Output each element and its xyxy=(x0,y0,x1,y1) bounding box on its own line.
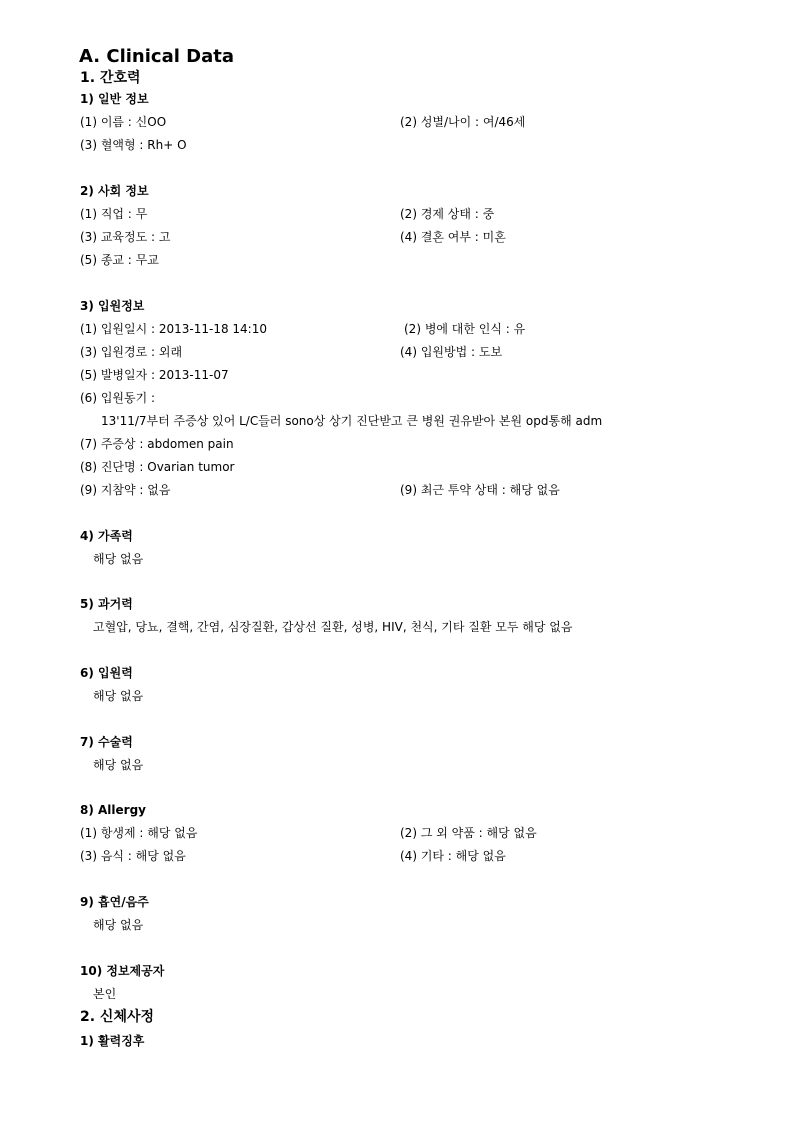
past-history-text: 고혈압, 당뇨, 결핵, 간염, 심장질환, 갑상선 질환, 성병, HIV, 천식, 기타 질환 모두 해당 없음 xyxy=(93,620,573,634)
allergy-antibiotic-field: (1) 항생제 : 해당 없음 xyxy=(80,826,198,840)
allergy-food-field: (3) 음식 : 해당 없음 xyxy=(80,849,186,863)
social-info-heading: 2) 사회 정보 xyxy=(80,184,149,198)
diagnosis-field: (8) 진단명 : Ovarian tumor xyxy=(80,460,235,474)
page-title: A. Clinical Data xyxy=(79,46,234,67)
hospitalization-history-heading: 6) 입원력 xyxy=(80,666,133,680)
allergy-other-drug-field: (2) 그 외 약품 : 해당 없음 xyxy=(400,826,537,840)
sex-age-field: (2) 성별/나이 : 여/46세 xyxy=(400,115,526,129)
smoking-drinking-text: 해당 없음 xyxy=(93,918,144,932)
informant-text: 본인 xyxy=(93,987,117,1001)
admission-motive-text: 13'11/7부터 주증상 있어 L/C들러 sono상 상기 진단받고 큰 병원 권유받아 본원 opd통해 adm xyxy=(101,414,603,428)
surgery-history-heading: 7) 수술력 xyxy=(80,735,133,749)
informant-heading: 10) 정보제공자 xyxy=(80,964,165,978)
medication-field: (9) 지참약 : 없음 xyxy=(80,483,171,497)
religion-field: (5) 종교 : 무교 xyxy=(80,253,159,267)
smoking-drinking-heading: 9) 흡연/음주 xyxy=(80,895,149,909)
job-field: (1) 직업 : 무 xyxy=(80,207,148,221)
economy-field: (2) 경제 상태 : 중 xyxy=(400,207,495,221)
allergy-etc-field: (4) 기타 : 해당 없음 xyxy=(400,849,506,863)
general-info-heading: 1) 일반 정보 xyxy=(80,92,149,106)
education-field: (3) 교육정도 : 고 xyxy=(80,230,171,244)
surgery-history-text: 해당 없음 xyxy=(93,758,144,772)
allergy-heading: 8) Allergy xyxy=(80,803,146,817)
admission-route-field: (3) 입원경로 : 외래 xyxy=(80,345,183,359)
marriage-field: (4) 결혼 여부 : 미혼 xyxy=(400,230,506,244)
family-history-heading: 4) 가족력 xyxy=(80,529,133,543)
section-2-heading: 2. 신체사정 xyxy=(80,1009,155,1025)
past-history-heading: 5) 과거력 xyxy=(80,597,133,611)
blood-type-field: (3) 혈액형 : Rh+ O xyxy=(80,138,187,152)
admission-info-heading: 3) 입원정보 xyxy=(80,299,145,313)
admission-motive-label: (6) 입원동기 : xyxy=(80,391,156,405)
admission-method-field: (4) 입원방법 : 도보 xyxy=(400,345,503,359)
chief-complaint-field: (7) 주증상 : abdomen pain xyxy=(80,437,234,451)
recent-medication-field: (9) 최근 투약 상태 : 해당 없음 xyxy=(400,483,560,497)
name-field: (1) 이름 : 신OO xyxy=(80,115,167,129)
vital-signs-heading: 1) 활력징후 xyxy=(80,1034,145,1048)
hospitalization-history-text: 해당 없음 xyxy=(93,689,144,703)
section-1-heading: 1. 간호력 xyxy=(80,70,141,86)
family-history-text: 해당 없음 xyxy=(93,552,144,566)
onset-date-field: (5) 발병일자 : 2013-11-07 xyxy=(80,368,229,382)
disease-awareness-field: (2) 병에 대한 인식 : 유 xyxy=(404,322,526,336)
admission-datetime-field: (1) 입원일시 : 2013-11-18 14:10 xyxy=(80,322,267,336)
